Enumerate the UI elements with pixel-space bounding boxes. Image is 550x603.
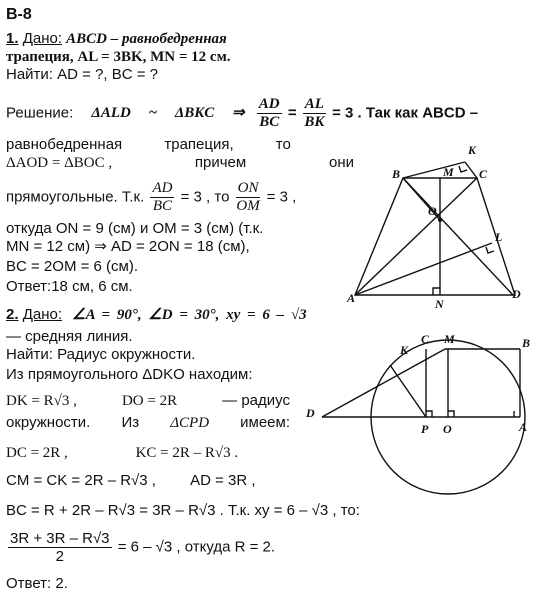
p2-num: 2. — [6, 306, 19, 323]
p1-line7: MN = 12 см) ⇒ AD = 2ON = 18 (см), — [6, 238, 250, 255]
p1-line4-c: они — [328, 154, 354, 171]
p2-line7 — [6, 530, 275, 565]
p2-line2-b: DO = 2R — [121, 393, 178, 409]
p1-find: Найти: AD = ?, BC = ? — [6, 66, 159, 83]
p1-given-label: Дано: — [22, 30, 62, 47]
p2-given2: — средняя линия. — [6, 328, 133, 345]
variant-title: В-8 — [6, 6, 32, 23]
p1-num: 1. — [6, 30, 19, 47]
p2-line4-b: KC = 2R – R√3 . — [135, 445, 239, 461]
fig2-label-B: B — [522, 336, 531, 350]
fig1-label-D: D — [512, 287, 521, 301]
p2-line3 — [6, 414, 290, 432]
p2-line3-b: Из — [121, 414, 140, 431]
p1-answer: Ответ:18 см, 6 см. — [6, 278, 133, 295]
p1-given2: трапеция, AL = 3BK, MN = 12 см. — [6, 49, 231, 65]
fig1-label-B: B — [392, 167, 401, 181]
p1-given-rest: ABCD – равнобедренная — [66, 31, 227, 47]
p2-answer: Ответ: 2. — [6, 575, 68, 592]
p2-line4 — [6, 444, 238, 462]
p2-line7-b: = 6 – √3 , откуда R = 2. — [117, 538, 276, 556]
fig1-label-A: A — [347, 291, 356, 305]
p1-solution-label: Решение: — [6, 104, 74, 122]
p2-line6: BC = R + 2R – R√3 = 3R – R√3 . Т.к. xy = 6 – √3 , то: — [6, 502, 360, 519]
p1-frac2-num: AL — [304, 96, 324, 112]
p1-line4-a: ΔAOD = ΔBOC , — [6, 155, 113, 171]
p2-line3-a: окружности. — [6, 414, 91, 431]
p1-frac4-num: ON — [237, 180, 259, 196]
p1-frac1-num: AD — [258, 96, 280, 112]
p1-eq3: = 3 . Так как ABCD – — [332, 104, 479, 122]
fig1-label-C: C — [479, 167, 488, 181]
p2-given-line — [6, 306, 307, 324]
p1-eq: = — [287, 104, 297, 122]
p2-line1: Из прямоугольного ΔDKO находим: — [6, 366, 253, 383]
fig1-label-K: K — [468, 143, 477, 157]
p2-frac — [8, 530, 112, 565]
p2-given-label: Дано: — [22, 306, 62, 323]
p1-line4-b: причем — [194, 154, 247, 171]
fig2-label-C: C — [421, 332, 430, 346]
p1-line8: BC = 2OM = 6 (см). — [6, 258, 139, 275]
p2-frac-den: 2 — [55, 548, 64, 565]
p2-find: Найти: Радиус окружности. — [6, 346, 196, 363]
p1-frac3-den: BC — [152, 198, 173, 214]
p2-frac-num: 3R + 3R – R√3 — [10, 530, 110, 547]
p1-frac4-den: OM — [236, 198, 260, 214]
p2-line4-a: DC = 2R , — [6, 445, 68, 461]
p1-line4 — [6, 154, 354, 172]
p1-frac2-den: BK — [304, 114, 325, 130]
p2-line2 — [6, 392, 290, 410]
p2-given-rest: ∠A = 90°, ∠D = 30°, xy = 6 – √3 — [72, 307, 307, 323]
fig2-label-P: P — [421, 422, 429, 436]
p1-frac3 — [150, 180, 174, 215]
fig1-label-M: M — [443, 165, 454, 179]
p1-line5 — [6, 180, 296, 215]
p2-line5 — [6, 472, 256, 490]
fig1-label-N: N — [435, 297, 444, 311]
p1-frac2 — [303, 96, 326, 131]
p2-line2-c: — радиус — [222, 392, 290, 409]
p2-line5-b: AD = 3R , — [190, 472, 256, 489]
fig1-label-L: L — [495, 230, 503, 244]
p2-line5-a: CM = CK = 2R – R√3 , — [6, 472, 156, 489]
p1-frac1-den: BC — [259, 114, 280, 130]
p1-line3: равнобедренная трапеция, то — [6, 136, 291, 153]
figure-1-trapezoid — [345, 140, 521, 311]
p1-line6: откуда ON = 9 (см) и OM = 3 (см) (т.к. — [6, 220, 264, 237]
fig1-label-O: O — [428, 204, 437, 218]
fig2-label-K: K — [400, 343, 409, 357]
fig2-label-A: A — [519, 420, 528, 434]
p1-frac1 — [257, 96, 282, 131]
p1-frac4 — [236, 180, 261, 215]
p1-similar: ΔALD ~ ΔBKC ⇒ — [91, 105, 245, 122]
fig2-label-D: D — [306, 406, 315, 420]
p1-line5-c: = 3 , — [266, 188, 297, 206]
p2-line2-a: DK = R√3 , — [6, 393, 77, 409]
p2-line3-c: ΔCPD — [170, 415, 210, 431]
fig2-label-M: M — [444, 332, 455, 346]
p1-line5-a: прямоугольные. Т.к. — [6, 188, 145, 206]
fig2-label-O: O — [443, 422, 452, 436]
p2-line3-d: имеем: — [240, 414, 290, 431]
p1-frac3-num: AD — [152, 180, 173, 196]
figure-2-circle — [300, 325, 545, 510]
p1-line5-b: = 3 , то — [180, 188, 230, 206]
p1-solution-line — [6, 96, 478, 131]
p1-given-line — [6, 30, 227, 48]
